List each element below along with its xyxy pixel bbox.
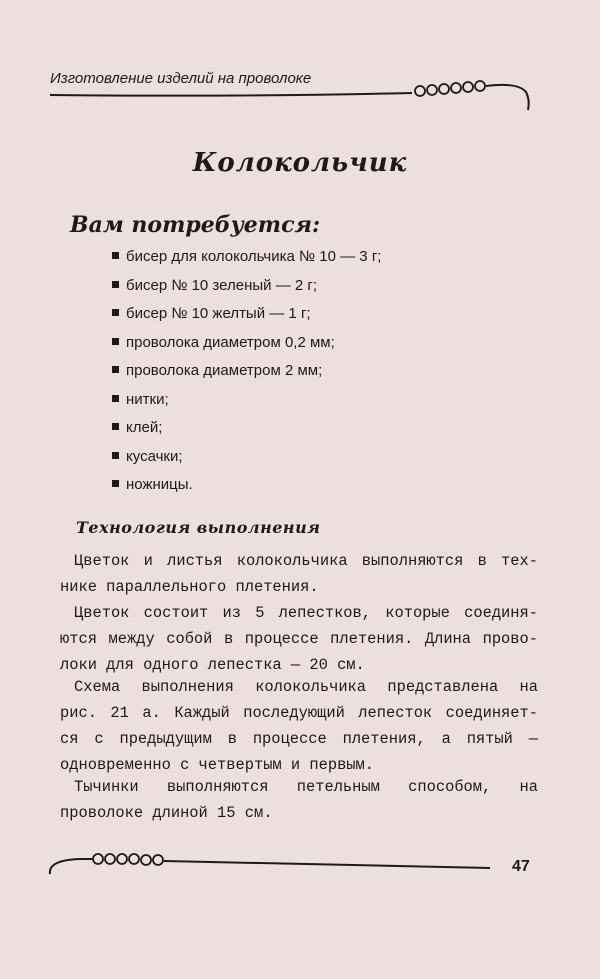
materials-list: [112, 246, 381, 503]
materials-heading: Вам потребуется:: [70, 212, 321, 238]
paragraph: [60, 548, 538, 600]
paragraph: [60, 600, 538, 678]
list-item: кусачки;: [112, 446, 381, 475]
paragraph: [60, 674, 538, 778]
bullet-icon: [112, 366, 119, 373]
list-item: клей;: [112, 417, 381, 446]
bullet-icon: [112, 338, 119, 345]
bullet-icon: [112, 452, 119, 459]
bullet-icon: [112, 423, 119, 430]
bullet-icon: [112, 309, 119, 316]
section-title: Технология выполнения: [76, 518, 321, 537]
list-item: бисер № 10 желтый — 1 г;: [112, 303, 381, 332]
running-head: Изготовление изделий на проволоке: [50, 70, 312, 87]
header-bead-ornament: [40, 78, 550, 114]
page-title: Колокольчик: [192, 148, 408, 178]
text-line: ся с предыдущим в процессе плетения, а пятый —: [60, 730, 538, 748]
bullet-icon: [112, 252, 119, 259]
paragraph: [60, 774, 538, 826]
list-item: проволока диаметром 0,2 мм;: [112, 332, 381, 361]
text-line: нике параллельного плетения.: [60, 578, 319, 596]
text-line: проволоке длиной 15 см.: [60, 804, 273, 822]
text-line: рис. 21 а. Каждый последующий лепесток соединяет-: [60, 704, 538, 722]
list-item: бисер для колокольчика № 10 — 3 г;: [112, 246, 381, 275]
text-line: Тычинки выполняются петельным способом, на: [74, 778, 538, 796]
text-line: ются между собой в процессе плетения. Длина прово-: [60, 630, 538, 648]
bullet-icon: [112, 395, 119, 402]
text-line: локи для одного лепестка — 20 см.: [60, 656, 365, 674]
list-item: проволока диаметром 2 мм;: [112, 360, 381, 389]
bullet-icon: [112, 480, 119, 487]
text-line: Цветок состоит из 5 лепестков, которые соединя-: [74, 604, 538, 622]
text-line: Цветок и листья колокольчика выполняются в тех-: [74, 552, 538, 570]
text-line: Схема выполнения колокольчика представлена на: [74, 678, 538, 696]
footer-bead-ornament: [40, 844, 500, 884]
list-item: ножницы.: [112, 474, 381, 503]
list-item: бисер № 10 зеленый — 2 г;: [112, 275, 381, 304]
page-number: 47: [512, 858, 530, 875]
bullet-icon: [112, 281, 119, 288]
list-item: нитки;: [112, 389, 381, 418]
text-line: одновременно с четвертым и первым.: [60, 756, 375, 774]
